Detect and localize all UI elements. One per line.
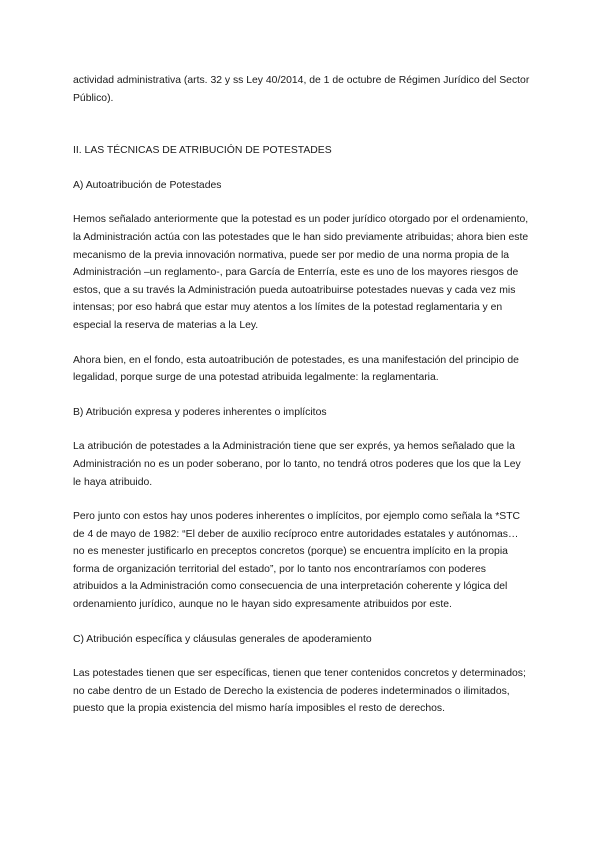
- paragraph-continuation: actividad administrativa (arts. 32 y ss Ley 40/2014, de 1 de octubre de Régimen Jurídico del Sector Público).: [73, 75, 530, 104]
- paragraph-atribucion-expresa: La atribución de potestades a la Administración tiene que ser exprés, ya hemos señalado que la Administración no es un poder soberano, por lo tanto, no tendrá otros poderes que los que la Ley le haya atribuido.: [73, 441, 521, 488]
- paragraph-poderes-implicitos: Pero junto con estos hay unos poderes inherentes o implícitos, por ejemplo como señala la *STC de 4 de mayo de 1982: “El deber de auxilio recíproco entre autoridades estatales y autónomas… no es menester justificarlo en preceptos concretos (porque) se encuentra implícito en la propia forma de organización territorial del estado”, por lo tanto nos encontraríamos con poderes atribuidos a la Administración como consecuencia de una interpretación coherente y lógica del ordenamiento jurídico, aunque no le hayan sido expresamente atribuidos por este.: [73, 511, 521, 611]
- document-body: [73, 72, 530, 718]
- subsection-heading-a: A) Autoatribución de Potestades: [73, 179, 222, 191]
- paragraph-principio-legalidad: Ahora bien, en el fondo, esta autoatribución de potestades, es una manifestación del principio de legalidad, porque surge de una potestad atribuida legalmente: la reglamentaria.: [73, 354, 519, 384]
- subsection-heading-c: C) Atribución específica y cláusulas generales de apoderamiento: [73, 633, 372, 645]
- paragraph-atribucion-especifica: Las potestades tienen que ser específicas, tienen que tener contenidos concretos y determinados; no cabe dentro de un Estado de Derecho la existencia de poderes indeterminados o ilimitados, puesto que la propia existencia del mismo haría imposibles el resto de derechos.: [73, 668, 526, 715]
- section-heading: II. LAS TÉCNICAS DE ATRIBUCIÓN DE POTESTADES: [73, 145, 332, 157]
- paragraph-autoatribucion: Hemos señalado anteriormente que la potestad es un poder jurídico otorgado por el ordenamiento, la Administración actúa con las potestades que le han sido previamente atribuidas; ahora bien este mecanismo de la previa innovación normativa, puede ser por medio de una norma propia de la Administración –un reglamento-, para García de Enterría, este es uno de los mayores riesgos de estos, que a su través la Administración pueda autoatribuirse potestades nuevas y cada vez mis intensas; por eso habrá que estar muy atentos a los límites de la potestad reglamentaria y en especial la reserva de materias a la Ley.: [73, 214, 529, 331]
- subsection-heading-b: B) Atribución expresa y poderes inherentes o implícitos: [73, 406, 327, 418]
